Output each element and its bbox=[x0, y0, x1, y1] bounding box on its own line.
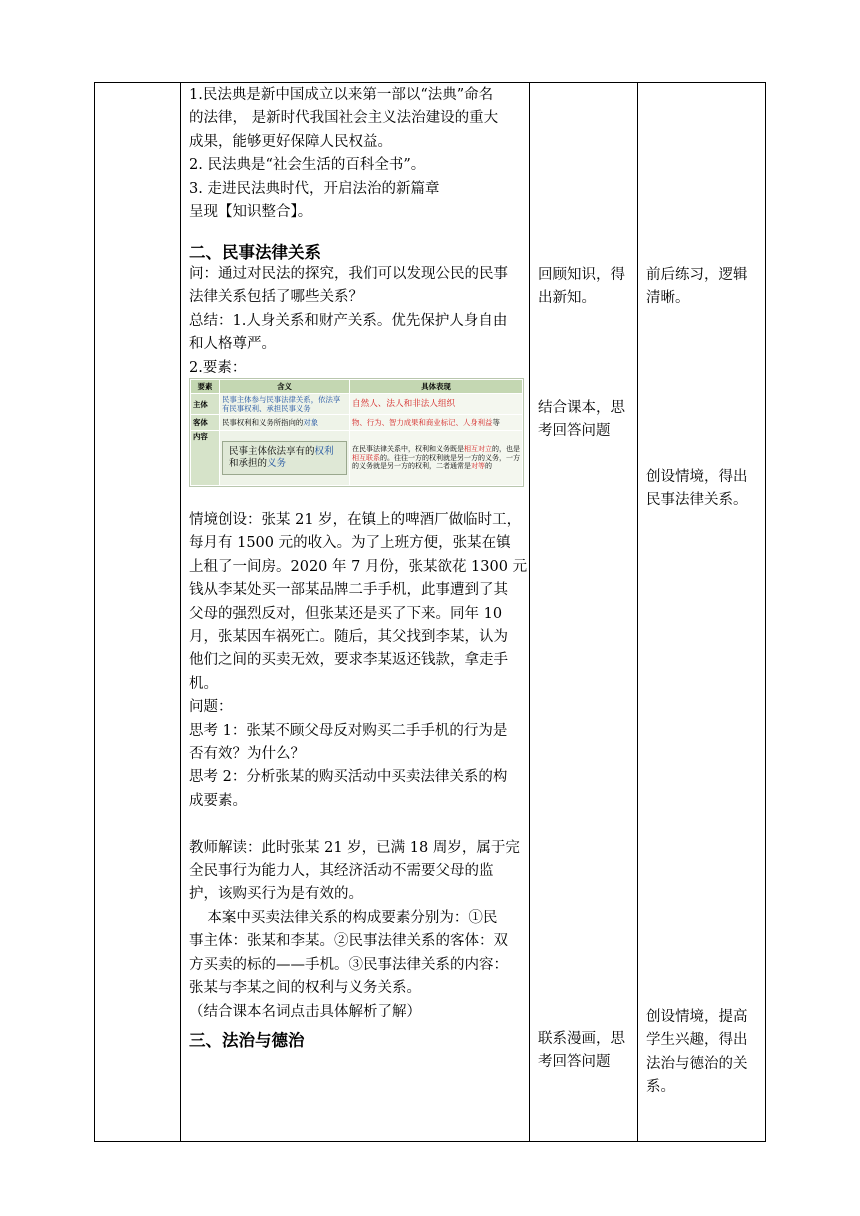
design-intent-b bbox=[646, 466, 764, 513]
design-intent-c bbox=[646, 1006, 764, 1100]
paragraph: 1.民法典是新中国成立以来第一部以“法典”命名 bbox=[189, 87, 494, 103]
paragraph: 思考 2：分析张某的购买活动中买卖法律关系的构 bbox=[189, 769, 508, 786]
paragraph: 情境创设：张某 21 岁，在镇上的啤酒厂做临时工， bbox=[189, 512, 522, 528]
meaning-highlight: 权利 bbox=[314, 446, 334, 457]
table-border-bottom bbox=[94, 1141, 766, 1142]
table-column-divider-3 bbox=[637, 82, 638, 1142]
paragraph: 方买卖的标的——手机。③民事法律关系的内容： bbox=[189, 956, 508, 973]
paragraph: 3. 走进民法典时代，开启法治的新篇章 bbox=[189, 180, 440, 197]
section-heading-civil-legal-relations: 二、民事法律关系 bbox=[189, 243, 321, 262]
paragraph: 学生兴趣，得出 bbox=[646, 1032, 748, 1049]
meaning-text: 和承担的 bbox=[229, 458, 268, 469]
paragraph: 和人格尊严。 bbox=[189, 336, 276, 353]
paragraph: 2. 民法典是“社会生活的百科全书”。 bbox=[189, 157, 426, 174]
paragraph: 否有效？为什么？ bbox=[189, 746, 305, 763]
paragraph: 教师解读：此时张某 21 岁，已满 18 周岁，属于完 bbox=[189, 839, 520, 856]
element-key: 客体 bbox=[191, 415, 220, 431]
table-column-divider-2 bbox=[529, 82, 530, 1142]
paragraph: 的法律， 是新时代我国社会主义法治建设的重大 bbox=[189, 110, 499, 127]
paragraph: 呈现【知识整合】。 bbox=[189, 204, 313, 221]
element-detail bbox=[350, 431, 523, 486]
paragraph: 问题： bbox=[189, 699, 233, 716]
element-meaning bbox=[220, 415, 350, 431]
paragraph: 他们之间的买卖无效，要求李某返还钱款，拿走手 bbox=[189, 652, 508, 669]
paragraph: 考回答问题 bbox=[538, 1054, 611, 1071]
section-heading-rule-of-law-and-virtue: 三、法治与德治 bbox=[189, 1031, 305, 1050]
paragraph: 事主体：张某和李某。②民事法律关系的客体：双 bbox=[189, 933, 508, 950]
table-column-divider-1 bbox=[180, 82, 181, 1142]
paragraph: 民事法律关系。 bbox=[646, 492, 748, 509]
paragraph: 2.要素： bbox=[189, 359, 247, 376]
scenario-block bbox=[189, 509, 528, 1024]
paragraph: 法治与德治的关 bbox=[646, 1055, 748, 1072]
detail-text: 的 bbox=[485, 462, 492, 471]
element-meaning bbox=[220, 431, 350, 486]
paragraph: 上租了一间房。2020 年 7 月份，张某欲花 1300 元 bbox=[189, 558, 528, 575]
element-key: 内容 bbox=[191, 431, 220, 486]
elements-table-image bbox=[189, 378, 524, 487]
paragraph: 父母的强烈反对，但张某还是买了下来。同年 10 bbox=[189, 605, 503, 622]
table-border-top bbox=[94, 82, 766, 83]
paragraph: 张某与李某之间的权利与义务关系。 bbox=[189, 980, 421, 997]
meaning-text: 民事权利和义务所指向的 bbox=[222, 418, 304, 427]
table-border-left bbox=[94, 82, 95, 1142]
table-header: 具体表现 bbox=[350, 380, 523, 394]
paragraph: 护，该购买行为是有效的。 bbox=[189, 886, 363, 903]
paragraph: 清晰。 bbox=[646, 290, 690, 307]
detail-text: 在民事法律关系中，权利和义务既是 bbox=[352, 445, 464, 454]
detail-text: 的，也是 bbox=[492, 445, 520, 454]
meaning-text: 民事主体依法享有的 bbox=[229, 446, 315, 457]
paragraph: 成要素。 bbox=[189, 792, 247, 809]
paragraph: 联系漫画，思 bbox=[538, 1031, 625, 1047]
paragraph: 每月有 1500 元的收入。为了上班方便，张某在镇 bbox=[189, 535, 511, 552]
paragraph: 创设情境，得出 bbox=[646, 469, 748, 485]
table-header: 含义 bbox=[220, 380, 350, 394]
paragraph: 总结：1.人身关系和财产关系。优先保护人身自由 bbox=[189, 312, 508, 329]
paragraph: 法律关系包括了哪些关系？ bbox=[189, 289, 363, 306]
paragraph: 考回答问题 bbox=[538, 423, 611, 440]
paragraph: 全民事行为能力人，其经济活动不需要父母的监 bbox=[189, 863, 494, 880]
paragraph: 成果，能够更好保障人民权益。 bbox=[189, 133, 392, 150]
meaning-highlight: 对象 bbox=[303, 418, 319, 427]
paragraph: 钱从李某处买一部某品牌二手手机，此事遭到了其 bbox=[189, 582, 508, 599]
paragraph: 思考 1：张某不顾父母反对购买二手手机的行为是 bbox=[189, 722, 508, 739]
detail-text: 等 bbox=[492, 418, 500, 427]
detail-highlight: 物、行为、智力成果和商业标记、人身利益 bbox=[352, 418, 493, 427]
design-intent-a bbox=[646, 264, 764, 311]
meaning-callout-box bbox=[222, 441, 347, 475]
paragraph: 回顾知识，得 bbox=[538, 267, 625, 283]
paragraph: 本案中买卖法律关系的构成要素分别为：①民 bbox=[189, 909, 498, 926]
detail-highlight: 相互对立 bbox=[464, 445, 492, 454]
table-border-right bbox=[765, 82, 766, 1142]
paragraph: 结合课本，思 bbox=[538, 400, 625, 416]
paragraph: 出新知。 bbox=[538, 290, 596, 307]
detail-highlight: 相互联系 bbox=[352, 453, 380, 462]
meaning-highlight: 义务 bbox=[267, 458, 287, 469]
paragraph: 系。 bbox=[646, 1079, 675, 1096]
element-key: 主体 bbox=[191, 394, 220, 415]
student-activity-a bbox=[538, 264, 634, 311]
main-content-column bbox=[189, 84, 525, 224]
detail-text: 的。往往一方的权利就是另一方的义务，一方的义务就是另一方的权利，二者通常是 bbox=[352, 453, 520, 471]
element-meaning: 民事主体参与民事法律关系，依法享有民事权利、承担民事义务 bbox=[220, 394, 350, 415]
paragraph: （结合课本名词点击具体解析了解） bbox=[189, 1003, 421, 1020]
paragraph: 问：通过对民法的探究，我们可以发现公民的民事 bbox=[189, 266, 508, 282]
element-detail: 自然人、法人和非法人组织 bbox=[350, 394, 523, 415]
paragraph: 前后练习，逻辑 bbox=[646, 267, 748, 283]
paragraph: 机。 bbox=[189, 675, 218, 692]
student-activity-b bbox=[538, 397, 634, 444]
paragraph: 创设情境，提高 bbox=[646, 1009, 748, 1025]
student-activity-c bbox=[538, 1028, 634, 1075]
element-detail bbox=[350, 415, 523, 431]
question-and-summary bbox=[189, 263, 525, 380]
table-header: 要素 bbox=[191, 380, 220, 394]
paragraph: 月，张某因车祸死亡。随后，其父找到李某，认为 bbox=[189, 629, 508, 646]
detail-highlight: 对等 bbox=[471, 462, 485, 471]
